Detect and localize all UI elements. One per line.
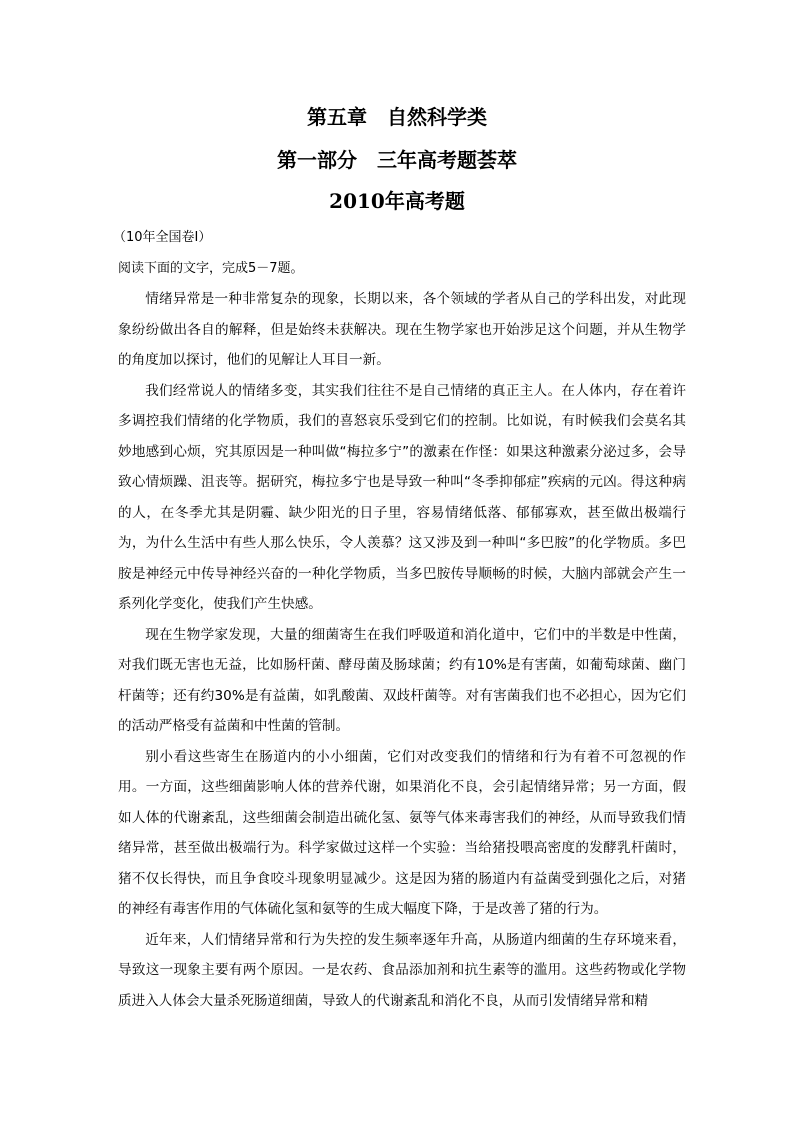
paragraph: 现在生物学家发现，大量的细菌寄生在我们呼吸道和消化道中，它们中的半数是中性菌，对我们既无害也无益，比如肠杆菌、酵母菌及肠球菌；约有10%是有害菌，如葡萄球菌、幽门杆菌等；还有约30%是有益菌，如乳酸菌、双歧杆菌等。对有害菌我们也不必担心，因为它们的活动严格受有益菌和中性菌的管制。 (118, 626, 686, 734)
chapter-title: 第五章 自然科学类 (307, 105, 487, 129)
passage (118, 284, 686, 1016)
source-label: （10年全国卷Ⅰ） (113, 230, 212, 245)
paragraph: 别小看这些寄生在肠道内的小小细菌，它们对改变我们的情绪和行为有着不可忽视的作用。一方面，这些细菌影响人体的营养代谢，如果消化不良，会引起情绪异常；另一方面，假如人体的代谢紊乱，这些细菌会制造出硫化氢、氨等气体来毒害我们的神经，从而导致我们情绪异常，甚至做出极端行为。科学家做过这样一个实验：当给猪投喂高密度的发酵乳杆菌时，猪不仅长得快，而且争食咬斗现象明显减少。这是因为猪的肠道内有益菌受到强化之后，对猪的神经有毒害作用的气体硫化氢和氨等的生成大幅度下降，于是改善了猪的行为。 (118, 748, 686, 917)
paragraph: 情绪异常是一种非常复杂的现象，长期以来，各个领域的学者从自己的学科出发，对此现象纷纷做出各自的解释，但是始终未获解决。现在生物学家也开始涉足这个问题，并从生物学的角度加以探讨，他们的见解让人耳目一新。 (118, 291, 686, 368)
year-title: 2010年高考题 (329, 189, 465, 213)
instruction-text: 阅读下面的文字，完成5－7题。 (118, 261, 304, 276)
paragraph: 近年来，人们情绪异常和行为失控的发生频率逐年升高，从肠道内细菌的生存环境来看，导致这一现象主要有两个原因。一是农药、食品添加剂和抗生素等的滥用。这些药物或化学物质进入人体会大量杀死肠道细菌，导致人的代谢紊乱和消化不良，从而引发情绪异常和精 (118, 931, 686, 1009)
part-title: 第一部分 三年高考题荟萃 (277, 148, 517, 172)
paragraph: 我们经常说人的情绪多变，其实我们往往不是自己情绪的真正主人。在人体内，存在着许多调控我们情绪的化学物质，我们的喜怒哀乐受到它们的控制。比如说，有时候我们会莫名其妙地感到心烦，究其原因是一种叫做“梅拉多宁”的激素在作怪：如果这种激素分泌过多，会导致心情烦躁、沮丧等。据研究，梅拉多宁也是导致一种叫“冬季抑郁症”疾病的元凶。得这种病的人，在冬季尤其是阴霾、缺少阳光的日子里，容易情绪低落、郁郁寡欢，甚至做出极端行为，为什么生活中有些人那么快乐，令人羡慕？这又涉及到一种叫“多巴胺”的化学物质。多巴胺是神经元中传导神经兴奋的一种化学物质，当多巴胺传导顺畅的时候，大脑内部就会产生一系列化学变化，使我们产生快感。 (118, 382, 686, 612)
